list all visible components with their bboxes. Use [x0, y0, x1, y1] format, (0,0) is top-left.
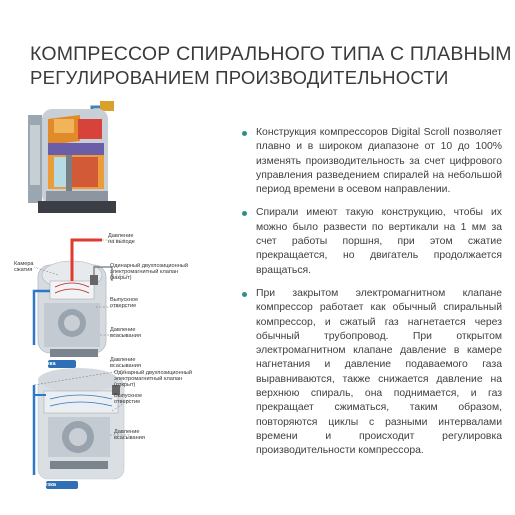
- bullet-2: [240, 206, 502, 277]
- bullet-dot-icon: [242, 131, 247, 136]
- title-line-1: КОМПРЕССОР СПИРАЛЬНОГО ТИПА С ПЛАВНЫМ: [30, 43, 512, 65]
- label-outlet-bottom: Выпускное отверстие: [114, 393, 143, 406]
- label-compression-chamber: Камера сжатия: [14, 261, 34, 274]
- bullet-1: [240, 126, 502, 197]
- bullet-2-text: Спирали имеют такую конструкцию, чтобы их можно было развести по вертикали на 1 мм за счет работы поршня, при этом сжатие прекращается, но двигатель продолжается вращаться.: [256, 207, 502, 276]
- title-line-2: РЕГУЛИРОВАНИЕМ ПРОИЗВОДИТЕЛЬНОСТИ: [30, 67, 449, 88]
- bullet-dot-icon: [242, 292, 247, 297]
- label-suction-pressure-bottom: Давление всасывания: [114, 429, 145, 442]
- label-suction-pressure-upper: Давление всасывания: [110, 357, 141, 370]
- label-suction-pressure-top: Давление всасывания: [110, 327, 141, 340]
- bullet-3-text: При закрытом электромагнитном клапане компрессор работает как обычный спиральный компрессор, и сжатый газ нагнетается через обычный трубопровод. При открытом электромагнитном клапане давление в камере нагнетания и давление подаваемого газа выравниваются, также снижается давление на верхнюю спираль, она поднимается, и газ прекращает сжиматься, таким образом, повторяются циклы с разными интервалами времени и происходит регулировка производительности компрессора.: [256, 287, 502, 457]
- caption-unloaded: Разгрузка: [29, 482, 57, 488]
- compressor-figure: [14, 95, 245, 505]
- label-solenoid-closed: Одинарный двухпозиционный электромагнитный клапан (закрыт): [110, 263, 188, 282]
- compressor-cutaway: [28, 101, 116, 213]
- label-outlet-top: Выпускное отверстие: [110, 297, 139, 310]
- label-discharge-pressure: Давление на выходе: [108, 233, 135, 246]
- description-list: [240, 126, 502, 468]
- bullet-dot-icon: [242, 211, 247, 216]
- bullet-1-text: Конструкция компрессоров Digital Scroll позволяет плавно и в широком диапазоне от 10 до 100% изменять производительность за счет цифрового управления разведением спиралей на небольшой период времени в осевом направлении.: [256, 127, 502, 196]
- page-title: [30, 42, 512, 90]
- label-solenoid-open: Одинарный двухпозиционный электромагнитный клапан (открыт): [114, 370, 192, 389]
- bullet-3: [240, 287, 502, 459]
- caption-loaded: Нагрузка: [31, 361, 56, 367]
